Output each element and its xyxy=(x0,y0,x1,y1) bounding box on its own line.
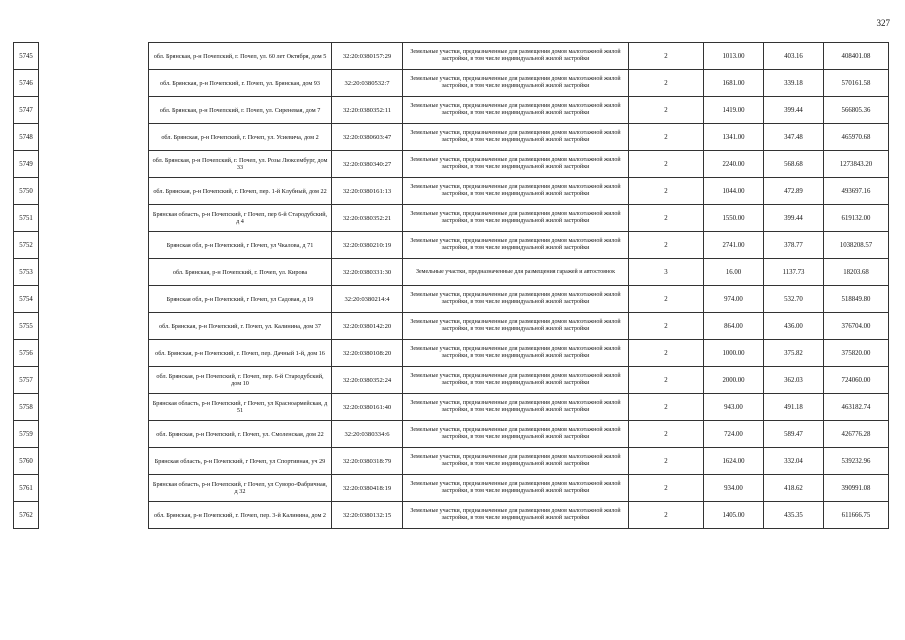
row-number: 5757 xyxy=(14,367,39,394)
area-cell: 2000.00 xyxy=(704,367,764,394)
table-row xyxy=(14,70,889,97)
land-use-cell: Земельные участки, предназначенные для размещения домов малоэтажной жилой застройки, в том числе индивидуальной жилой застройки xyxy=(403,232,629,259)
spacer-cell xyxy=(39,313,149,340)
cadastral-number-cell: 32:20:0380532:7 xyxy=(332,70,403,97)
cadastral-number-cell: 32:20:0380210:19 xyxy=(332,232,403,259)
specific-value-cell: 1137.73 xyxy=(764,259,824,286)
land-use-cell: Земельные участки, предназначенные для размещения домов малоэтажной жилой застройки, в том числе индивидуальной жилой застройки xyxy=(403,205,629,232)
cadastral-number-cell: 32:20:0380352:21 xyxy=(332,205,403,232)
category-cell: 2 xyxy=(629,367,704,394)
table-row xyxy=(14,394,889,421)
category-cell: 2 xyxy=(629,97,704,124)
table-row xyxy=(14,421,889,448)
area-cell: 724.00 xyxy=(704,421,764,448)
table-row xyxy=(14,475,889,502)
table-row xyxy=(14,367,889,394)
address-cell: обл. Брянская, р-н Почепский, г. Почеп, ул. Кирова xyxy=(149,259,332,286)
cadastral-value-cell: 724060.00 xyxy=(824,367,889,394)
area-cell: 2240.00 xyxy=(704,151,764,178)
row-number: 5762 xyxy=(14,502,39,529)
cadastral-value-cell: 539232.96 xyxy=(824,448,889,475)
table-row xyxy=(14,286,889,313)
cadastral-value-cell: 375820.00 xyxy=(824,340,889,367)
land-use-cell: Земельные участки, предназначенные для размещения домов малоэтажной жилой застройки, в том числе индивидуальной жилой застройки xyxy=(403,178,629,205)
row-number: 5753 xyxy=(14,259,39,286)
address-cell: обл. Брянская, р-н Почепский, г. Почеп, ул. Калинина, дом 37 xyxy=(149,313,332,340)
category-cell: 2 xyxy=(629,394,704,421)
land-use-cell: Земельные участки, предназначенные для размещения домов малоэтажной жилой застройки, в том числе индивидуальной жилой застройки xyxy=(403,124,629,151)
table-row xyxy=(14,205,889,232)
area-cell: 974.00 xyxy=(704,286,764,313)
cadastral-value-cell: 463182.74 xyxy=(824,394,889,421)
address-cell: обл. Брянская, р-н Почепский, г. Почеп, ул. Сиреневая, дом 7 xyxy=(149,97,332,124)
cadastral-number-cell: 32:20:0380331:30 xyxy=(332,259,403,286)
row-number: 5759 xyxy=(14,421,39,448)
row-number: 5751 xyxy=(14,205,39,232)
row-number: 5748 xyxy=(14,124,39,151)
land-use-cell: Земельные участки, предназначенные для размещения домов малоэтажной жилой застройки, в том числе индивидуальной жилой застройки xyxy=(403,421,629,448)
address-cell: обл. Брянская, р-н Почепский, г. Почеп, пер. 6-й Стародубский, дом 10 xyxy=(149,367,332,394)
land-use-cell: Земельные участки, предназначенные для размещения домов малоэтажной жилой застройки, в том числе индивидуальной жилой застройки xyxy=(403,151,629,178)
area-cell: 1681.00 xyxy=(704,70,764,97)
category-cell: 2 xyxy=(629,124,704,151)
address-cell: обл. Брянская, р-н Почепский, г. Почеп, пер. 1-й Клубный, дом 22 xyxy=(149,178,332,205)
cadastral-value-table xyxy=(13,42,889,529)
specific-value-cell: 589.47 xyxy=(764,421,824,448)
specific-value-cell: 436.00 xyxy=(764,313,824,340)
specific-value-cell: 347.48 xyxy=(764,124,824,151)
category-cell: 2 xyxy=(629,70,704,97)
spacer-cell xyxy=(39,259,149,286)
table-row xyxy=(14,502,889,529)
spacer-cell xyxy=(39,502,149,529)
cadastral-number-cell: 32:20:0380214:4 xyxy=(332,286,403,313)
cadastral-number-cell: 32:20:0380352:24 xyxy=(332,367,403,394)
category-cell: 2 xyxy=(629,43,704,70)
spacer-cell xyxy=(39,151,149,178)
specific-value-cell: 568.68 xyxy=(764,151,824,178)
specific-value-cell: 362.03 xyxy=(764,367,824,394)
row-number: 5758 xyxy=(14,394,39,421)
specific-value-cell: 472.89 xyxy=(764,178,824,205)
spacer-cell xyxy=(39,232,149,259)
area-cell: 943.00 xyxy=(704,394,764,421)
land-use-cell: Земельные участки, предназначенные для размещения домов малоэтажной жилой застройки, в том числе индивидуальной жилой застройки xyxy=(403,367,629,394)
specific-value-cell: 375.82 xyxy=(764,340,824,367)
area-cell: 1044.00 xyxy=(704,178,764,205)
land-use-cell: Земельные участки, предназначенные для размещения домов малоэтажной жилой застройки, в том числе индивидуальной жилой застройки xyxy=(403,43,629,70)
address-cell: Брянская область, р-н Почепский, г Почеп, пер 6-й Стародубский, д 4 xyxy=(149,205,332,232)
address-cell: обл. Брянская, р-н Почепский, г. Почеп, ул. 60 лет Октября, дом 5 xyxy=(149,43,332,70)
table-row xyxy=(14,151,889,178)
spacer-cell xyxy=(39,97,149,124)
category-cell: 2 xyxy=(629,448,704,475)
row-number: 5756 xyxy=(14,340,39,367)
cadastral-number-cell: 32:20:0380352:11 xyxy=(332,97,403,124)
land-use-cell: Земельные участки, предназначенные для размещения домов малоэтажной жилой застройки, в том числе индивидуальной жилой застройки xyxy=(403,70,629,97)
land-use-cell: Земельные участки, предназначенные для размещения домов малоэтажной жилой застройки, в том числе индивидуальной жилой застройки xyxy=(403,448,629,475)
specific-value-cell: 532.70 xyxy=(764,286,824,313)
land-use-cell: Земельные участки, предназначенные для размещения домов малоэтажной жилой застройки, в том числе индивидуальной жилой застройки xyxy=(403,394,629,421)
category-cell: 2 xyxy=(629,421,704,448)
row-number: 5755 xyxy=(14,313,39,340)
area-cell: 864.00 xyxy=(704,313,764,340)
cadastral-value-cell: 1273843.20 xyxy=(824,151,889,178)
category-cell: 2 xyxy=(629,151,704,178)
spacer-cell xyxy=(39,70,149,97)
category-cell: 3 xyxy=(629,259,704,286)
cadastral-number-cell: 32:20:0380132:15 xyxy=(332,502,403,529)
land-use-cell: Земельные участки, предназначенные для размещения домов малоэтажной жилой застройки, в том числе индивидуальной жилой застройки xyxy=(403,340,629,367)
row-number: 5761 xyxy=(14,475,39,502)
category-cell: 2 xyxy=(629,475,704,502)
address-cell: обл. Брянская, р-н Почепский, г. Почеп, ул. Смоленская, дом 22 xyxy=(149,421,332,448)
table-row xyxy=(14,124,889,151)
address-cell: Брянская обл, р-н Почепский, г Почеп, ул Чкалова, д 71 xyxy=(149,232,332,259)
cadastral-number-cell: 32:20:0380340:27 xyxy=(332,151,403,178)
table-body xyxy=(14,43,889,529)
land-use-cell: Земельные участки, предназначенные для размещения домов малоэтажной жилой застройки, в том числе индивидуальной жилой застройки xyxy=(403,97,629,124)
category-cell: 2 xyxy=(629,313,704,340)
address-cell: Брянская область, р-н Почепский, г Почеп, ул Спортивная, уч 29 xyxy=(149,448,332,475)
category-cell: 2 xyxy=(629,205,704,232)
category-cell: 2 xyxy=(629,286,704,313)
address-cell: Брянская область, р-н Почепский, г Почеп, ул Красноармейская, д 51 xyxy=(149,394,332,421)
specific-value-cell: 403.16 xyxy=(764,43,824,70)
area-cell: 1624.00 xyxy=(704,448,764,475)
specific-value-cell: 378.77 xyxy=(764,232,824,259)
area-cell: 1000.00 xyxy=(704,340,764,367)
cadastral-number-cell: 32:20:0380157:29 xyxy=(332,43,403,70)
spacer-cell xyxy=(39,124,149,151)
spacer-cell xyxy=(39,367,149,394)
table-row xyxy=(14,97,889,124)
spacer-cell xyxy=(39,340,149,367)
category-cell: 2 xyxy=(629,502,704,529)
cadastral-value-cell: 518849.80 xyxy=(824,286,889,313)
cadastral-value-cell: 465970.68 xyxy=(824,124,889,151)
address-cell: обл. Брянская, р-н Почепский, г. Почеп, ул. Брянская, дом 93 xyxy=(149,70,332,97)
cadastral-number-cell: 32:20:0380161:13 xyxy=(332,178,403,205)
cadastral-number-cell: 32:20:0380418:19 xyxy=(332,475,403,502)
address-cell: Брянская обл, р-н Почепский, г Почеп, ул Садовая, д 19 xyxy=(149,286,332,313)
specific-value-cell: 399.44 xyxy=(764,205,824,232)
spacer-cell xyxy=(39,286,149,313)
table-row xyxy=(14,259,889,286)
row-number: 5749 xyxy=(14,151,39,178)
cadastral-value-cell: 619132.00 xyxy=(824,205,889,232)
cadastral-value-cell: 18203.68 xyxy=(824,259,889,286)
cadastral-number-cell: 32:20:0380108:20 xyxy=(332,340,403,367)
table-row xyxy=(14,178,889,205)
table-row xyxy=(14,340,889,367)
row-number: 5760 xyxy=(14,448,39,475)
land-use-cell: Земельные участки, предназначенные для размещения гаражей и автостоянок xyxy=(403,259,629,286)
spacer-cell xyxy=(39,448,149,475)
specific-value-cell: 339.18 xyxy=(764,70,824,97)
area-cell: 1550.00 xyxy=(704,205,764,232)
row-number: 5747 xyxy=(14,97,39,124)
area-cell: 16.00 xyxy=(704,259,764,286)
row-number: 5750 xyxy=(14,178,39,205)
area-cell: 1013.00 xyxy=(704,43,764,70)
cadastral-value-cell: 611666.75 xyxy=(824,502,889,529)
address-cell: обл. Брянская, р-н Почепский, г. Почеп, ул. Розы Люксембург, дом 33 xyxy=(149,151,332,178)
row-number: 5746 xyxy=(14,70,39,97)
table-row xyxy=(14,448,889,475)
address-cell: Брянская область, р-н Почепский, г Почеп, ул Суворо-Фабричная, д 32 xyxy=(149,475,332,502)
area-cell: 934.00 xyxy=(704,475,764,502)
category-cell: 2 xyxy=(629,340,704,367)
cadastral-number-cell: 32:20:0380161:40 xyxy=(332,394,403,421)
table-row xyxy=(14,232,889,259)
specific-value-cell: 435.35 xyxy=(764,502,824,529)
spacer-cell xyxy=(39,394,149,421)
cadastral-number-cell: 32:20:0380334:6 xyxy=(332,421,403,448)
land-use-cell: Земельные участки, предназначенные для размещения домов малоэтажной жилой застройки, в том числе индивидуальной жилой застройки xyxy=(403,313,629,340)
table-row xyxy=(14,313,889,340)
page-number: 327 xyxy=(876,18,890,28)
specific-value-cell: 418.62 xyxy=(764,475,824,502)
row-number: 5745 xyxy=(14,43,39,70)
cadastral-number-cell: 32:20:0380142:20 xyxy=(332,313,403,340)
specific-value-cell: 399.44 xyxy=(764,97,824,124)
area-cell: 1419.00 xyxy=(704,97,764,124)
spacer-cell xyxy=(39,43,149,70)
spacer-cell xyxy=(39,475,149,502)
category-cell: 2 xyxy=(629,178,704,205)
cadastral-value-cell: 493697.16 xyxy=(824,178,889,205)
cadastral-value-cell: 376704.00 xyxy=(824,313,889,340)
row-number: 5754 xyxy=(14,286,39,313)
address-cell: обл. Брянская, р-н Почепский, г. Почеп, ул. Усиевича, дом 2 xyxy=(149,124,332,151)
address-cell: обл. Брянская, р-н Почепский, г. Почеп, пер. Дачный 1-й, дом 16 xyxy=(149,340,332,367)
spacer-cell xyxy=(39,421,149,448)
area-cell: 2741.00 xyxy=(704,232,764,259)
cadastral-value-cell: 390991.08 xyxy=(824,475,889,502)
row-number: 5752 xyxy=(14,232,39,259)
cadastral-value-cell: 408401.08 xyxy=(824,43,889,70)
spacer-cell xyxy=(39,178,149,205)
cadastral-number-cell: 32:20:0380603:47 xyxy=(332,124,403,151)
cadastral-value-cell: 566805.36 xyxy=(824,97,889,124)
land-use-cell: Земельные участки, предназначенные для размещения домов малоэтажной жилой застройки, в том числе индивидуальной жилой застройки xyxy=(403,475,629,502)
table-row xyxy=(14,43,889,70)
specific-value-cell: 332.04 xyxy=(764,448,824,475)
specific-value-cell: 491.18 xyxy=(764,394,824,421)
category-cell: 2 xyxy=(629,232,704,259)
cadastral-value-cell: 570161.58 xyxy=(824,70,889,97)
cadastral-value-cell: 426776.28 xyxy=(824,421,889,448)
land-use-cell: Земельные участки, предназначенные для размещения домов малоэтажной жилой застройки, в том числе индивидуальной жилой застройки xyxy=(403,502,629,529)
area-cell: 1341.00 xyxy=(704,124,764,151)
cadastral-number-cell: 32:20:0380318:79 xyxy=(332,448,403,475)
land-use-cell: Земельные участки, предназначенные для размещения домов малоэтажной жилой застройки, в том числе индивидуальной жилой застройки xyxy=(403,286,629,313)
address-cell: обл. Брянская, р-н Почепский, г. Почеп, пер. 3-й Калинина, дом 2 xyxy=(149,502,332,529)
cadastral-value-cell: 1038208.57 xyxy=(824,232,889,259)
spacer-cell xyxy=(39,205,149,232)
area-cell: 1405.00 xyxy=(704,502,764,529)
